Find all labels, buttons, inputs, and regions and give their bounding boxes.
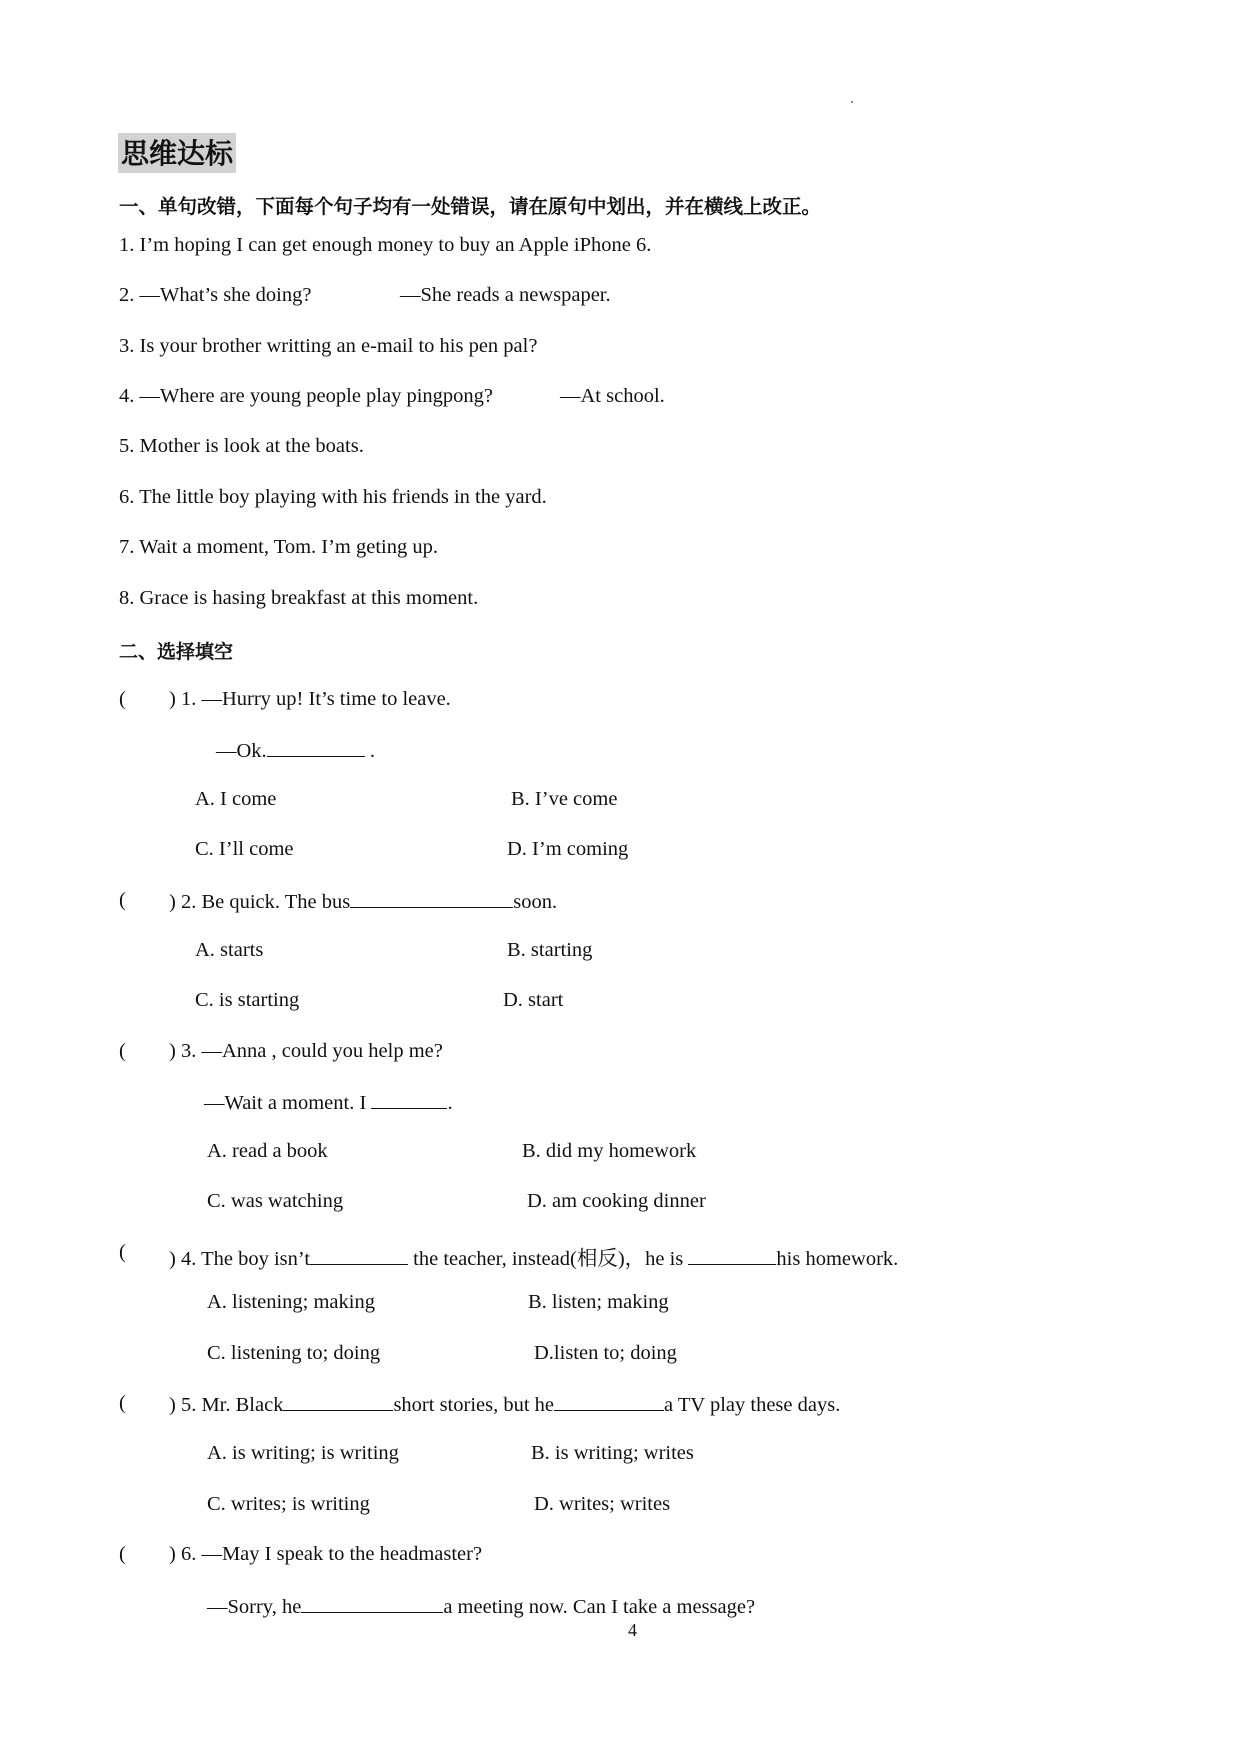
part1-item-4: 4. —Where are young people play pingpong? bbox=[119, 385, 494, 407]
q5-stem-post: a TV play these days. bbox=[664, 1394, 841, 1416]
part1-heading: 一、单句改错，下面每个句子均有一处错误，请在原句中划出，并在横线上改正。 bbox=[119, 195, 822, 218]
q2-blank[interactable] bbox=[350, 889, 513, 908]
part1-item-4-answer: —At school. bbox=[560, 385, 665, 407]
part1-item-3: 3. Is your brother writting an e-mail to his pen pal? bbox=[119, 335, 538, 357]
q4-option-a: A. listening; making bbox=[207, 1291, 375, 1313]
part1-item-8: 8. Grace is hasing breakfast at this moment. bbox=[119, 587, 479, 609]
stray-dot bbox=[851, 101, 853, 103]
part2-heading: 二、选择填空 bbox=[119, 641, 234, 663]
q6-line2-post: a meeting now. Can I take a message? bbox=[443, 1596, 756, 1618]
q5-stem-pre: ) 5. Mr. Black bbox=[169, 1394, 284, 1416]
q2-option-d: D. start bbox=[503, 989, 564, 1011]
q2-option-b: B. starting bbox=[507, 939, 593, 961]
q4-bracket: ( bbox=[119, 1241, 126, 1263]
q4-stem-post: his homework. bbox=[776, 1248, 899, 1270]
q6-line2-pre: —Sorry, he bbox=[207, 1596, 302, 1618]
q5-blank-2[interactable] bbox=[554, 1392, 664, 1411]
part1-item-6: 6. The little boy playing with his friends in the yard. bbox=[119, 486, 547, 508]
q2-option-c: C. is starting bbox=[195, 989, 300, 1011]
q3-line2 bbox=[204, 1090, 453, 1115]
q1-line2-post: . bbox=[364, 740, 375, 762]
q3-line2-pre: —Wait a moment. I bbox=[204, 1092, 372, 1114]
q6-line2 bbox=[207, 1594, 755, 1619]
q6-bracket: ( bbox=[119, 1543, 126, 1565]
q1-option-d: D. I’m coming bbox=[507, 838, 629, 860]
q4-blank-2[interactable] bbox=[688, 1246, 776, 1265]
q1-option-c: C. I’ll come bbox=[195, 838, 294, 860]
q4-option-d: D.listen to; doing bbox=[534, 1342, 677, 1364]
q6-stem: ) 6. —May I speak to the headmaster? bbox=[169, 1543, 483, 1565]
q4-stem bbox=[169, 1241, 898, 1271]
q1-stem: ) 1. —Hurry up! It’s time to leave. bbox=[169, 688, 451, 710]
q2-option-a: A. starts bbox=[195, 939, 264, 961]
q5-blank-1[interactable] bbox=[283, 1392, 393, 1411]
q2-bracket: ( bbox=[119, 889, 126, 911]
q6-blank[interactable] bbox=[301, 1594, 443, 1613]
q3-stem: ) 3. —Anna , could you help me? bbox=[169, 1040, 443, 1062]
q1-bracket: ( bbox=[119, 688, 126, 710]
section-title: 思维达标 bbox=[118, 133, 236, 173]
q5-option-b: B. is writing; writes bbox=[531, 1442, 694, 1464]
q2-stem-post: soon. bbox=[513, 891, 558, 913]
q3-blank[interactable] bbox=[371, 1090, 447, 1109]
q3-bracket: ( bbox=[119, 1040, 126, 1062]
q5-stem-mid: short stories, but he bbox=[393, 1394, 555, 1416]
part1-item-2: 2. —What’s she doing? bbox=[119, 284, 312, 306]
part1-item-7: 7. Wait a moment, Tom. I’m geting up. bbox=[119, 536, 438, 558]
q1-blank[interactable] bbox=[267, 738, 365, 757]
q3-line2-post: . bbox=[447, 1092, 453, 1114]
q2-stem-pre: ) 2. Be quick. The bus bbox=[169, 891, 351, 913]
q4-option-b: B. listen; making bbox=[528, 1291, 669, 1313]
part1-item-2-answer: —She reads a newspaper. bbox=[400, 284, 611, 306]
q1-line2-pre: —Ok. bbox=[216, 740, 267, 762]
q5-bracket: ( bbox=[119, 1392, 126, 1414]
q5-stem bbox=[169, 1392, 840, 1417]
q5-option-d: D. writes; writes bbox=[534, 1493, 671, 1515]
q4-stem-pre: ) 4. The boy isn’t bbox=[169, 1248, 311, 1270]
q2-stem bbox=[169, 889, 557, 914]
q3-option-d: D. am cooking dinner bbox=[527, 1190, 706, 1212]
part1-item-1: 1. I’m hoping I can get enough money to buy an Apple iPhone 6. bbox=[119, 234, 652, 256]
q3-option-c: C. was watching bbox=[207, 1190, 344, 1212]
q5-option-c: C. writes; is writing bbox=[207, 1493, 370, 1515]
q1-option-a: A. I come bbox=[195, 788, 277, 810]
page-number: 4 bbox=[628, 1620, 637, 1640]
q4-option-c: C. listening to; doing bbox=[207, 1342, 381, 1364]
q4-stem-mid: the teacher, instead(相反)，he is bbox=[408, 1248, 689, 1270]
q1-option-b: B. I’ve come bbox=[511, 788, 618, 810]
q3-option-a: A. read a book bbox=[207, 1140, 328, 1162]
q3-option-b: B. did my homework bbox=[522, 1140, 697, 1162]
q5-option-a: A. is writing; is writing bbox=[207, 1442, 399, 1464]
q1-line2 bbox=[216, 738, 375, 763]
part1-item-5: 5. Mother is look at the boats. bbox=[119, 435, 364, 457]
q4-blank-1[interactable] bbox=[310, 1246, 408, 1265]
